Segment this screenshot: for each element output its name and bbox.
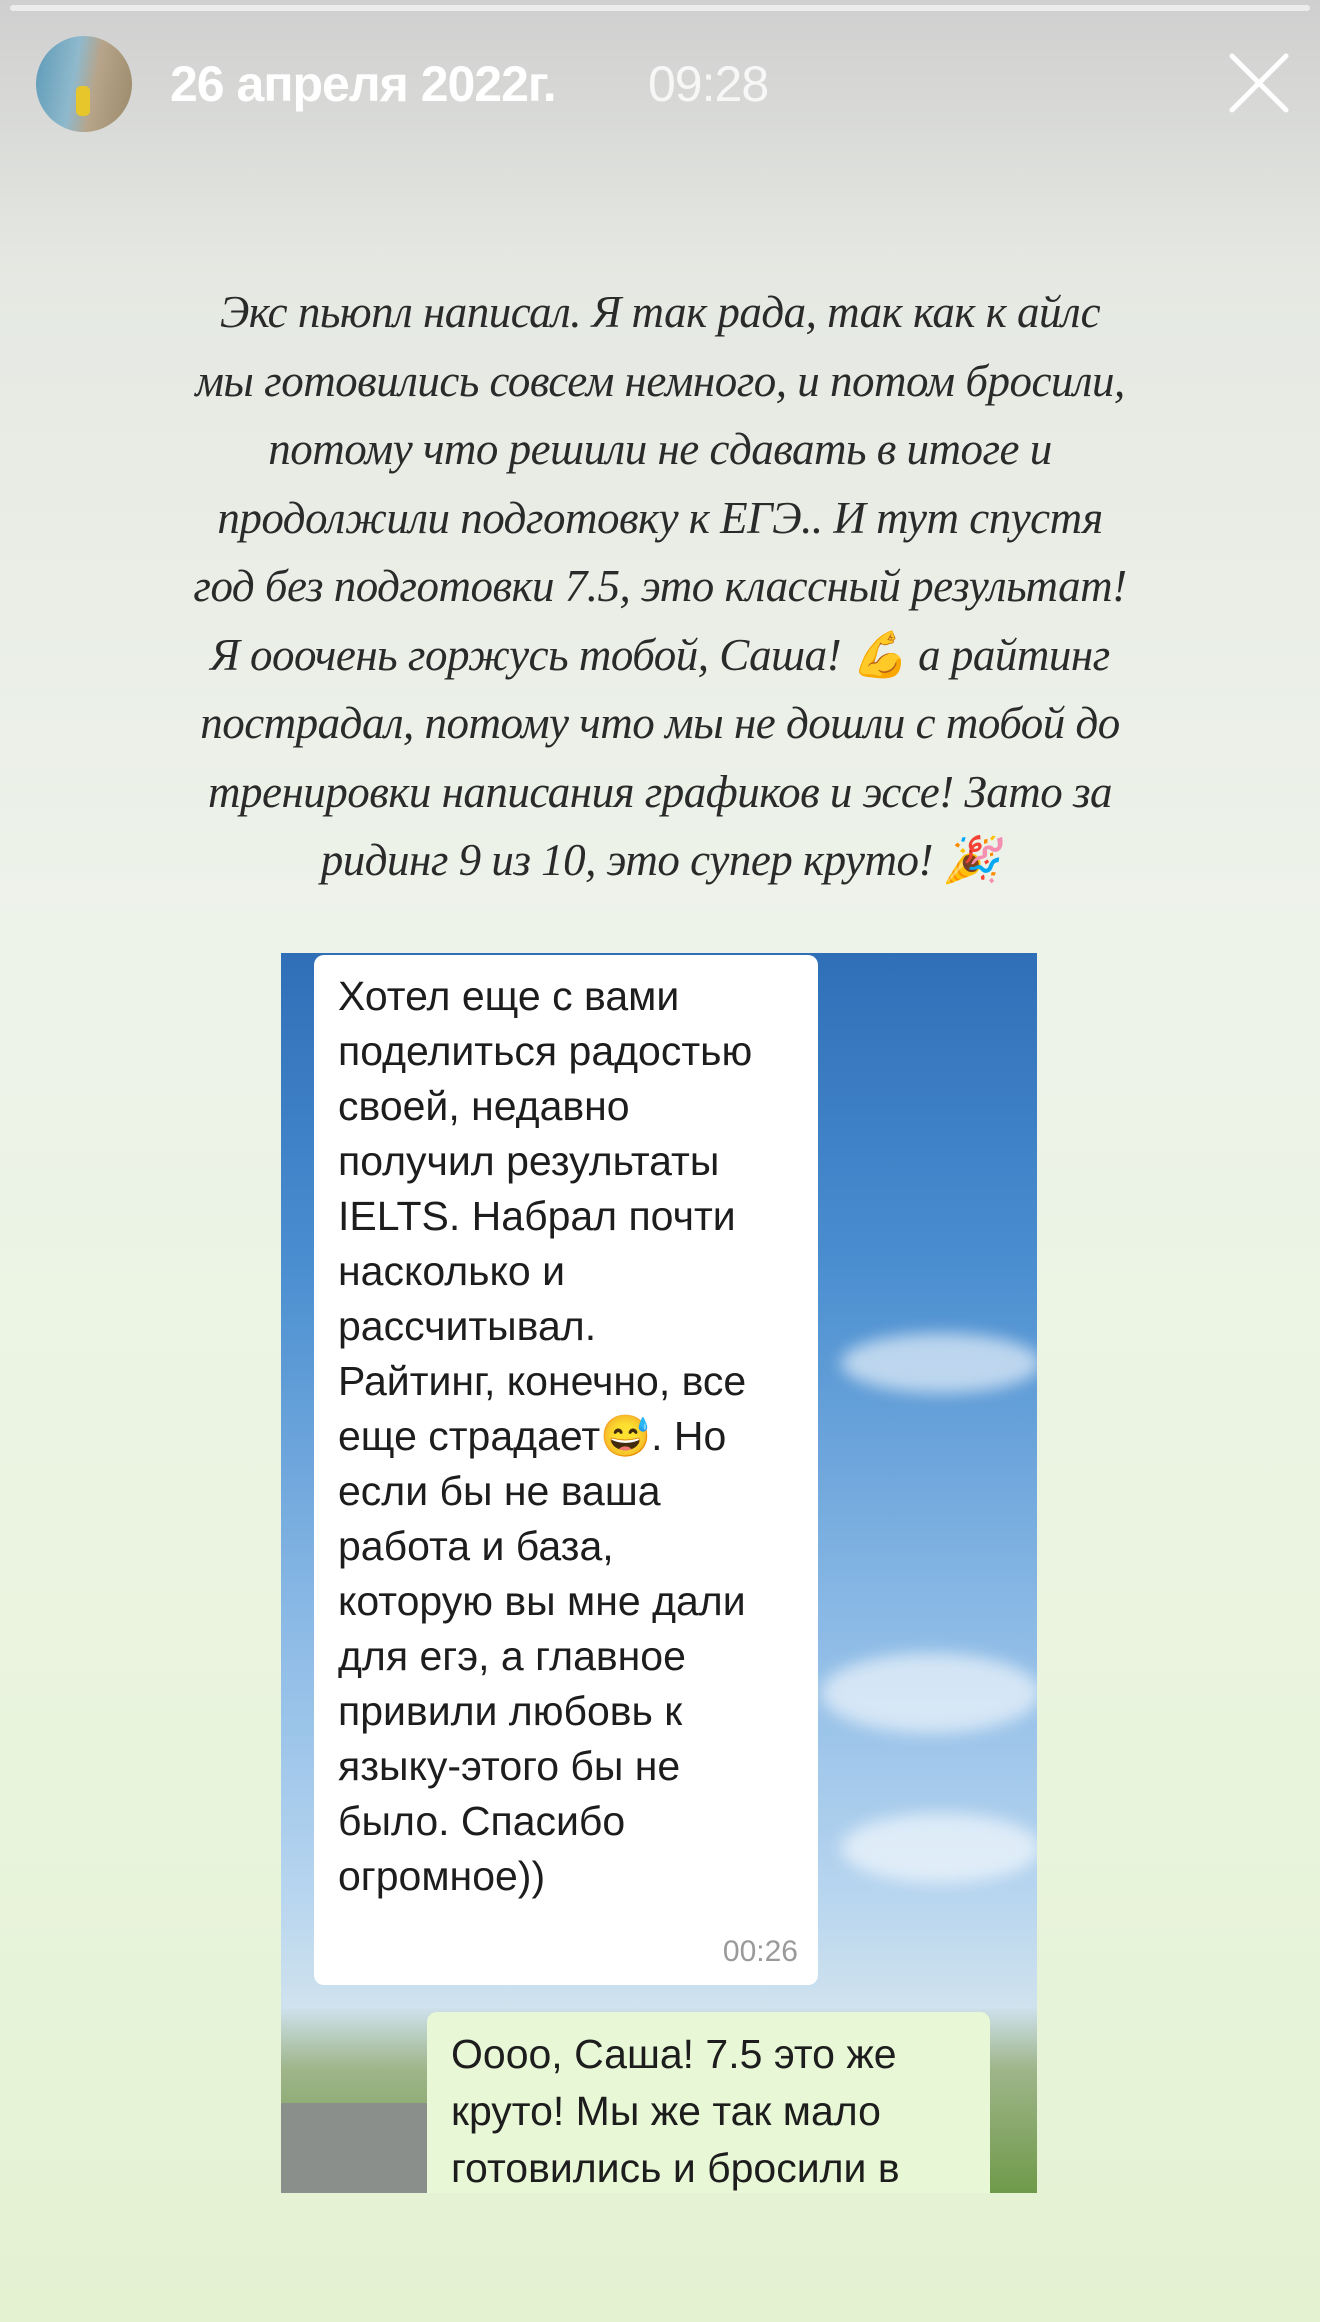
message-line: привили любовь к — [338, 1688, 683, 1734]
message-line: поделиться радостью — [338, 1028, 753, 1074]
caption-line: Я ооочень горжусь тобой, Саша! 💪 а райтинг — [210, 629, 1110, 680]
caption-line: тренировки написания графиков и эссе! Зато за — [207, 766, 1113, 817]
background-road — [281, 2103, 431, 2193]
close-button[interactable] — [1226, 50, 1292, 116]
chat-screenshot — [281, 953, 1037, 2193]
story-time: 09:28 — [648, 56, 769, 112]
caption-line: пострадал, потому что мы не дошли с тобой до — [200, 698, 1120, 748]
message-line: получил результаты — [338, 1138, 720, 1184]
caption-line: мы готовились совсем немного, и потом бросили, — [195, 355, 1125, 406]
message-line: Оооо, Саша! 7.5 это же — [451, 2031, 897, 2077]
story-progress-bar — [10, 5, 1310, 11]
outgoing-message — [427, 2012, 990, 2193]
message-line: еще страдает😅. Но — [338, 1413, 727, 1459]
message-line: языку-этого бы не — [338, 1743, 681, 1789]
message-line: круто! Мы же так мало — [451, 2088, 881, 2134]
message-line: для егэ, а главное — [338, 1633, 686, 1679]
story-caption — [80, 278, 1240, 895]
message-line: IELTS. Набрал почти — [338, 1193, 736, 1239]
caption-line: потому что решили не сдавать в итоге и — [268, 424, 1052, 474]
caption-line: Экс пьюпл написал. Я так рада, так как к айлс — [219, 287, 1101, 337]
message-line: насколько и — [338, 1248, 566, 1294]
caption-line: ридинг 9 из 10, это супер круто! 🎉 — [320, 835, 1000, 885]
message-line: работа и база, — [338, 1523, 614, 1569]
story-date: 26 апреля 2022г. — [170, 56, 556, 112]
caption-line: год без подготовки 7.5, это классный результат! — [193, 561, 1127, 611]
avatar[interactable] — [36, 36, 132, 132]
message-line: огромное)) — [338, 1853, 546, 1899]
incoming-message — [314, 955, 818, 1985]
close-icon — [1226, 50, 1292, 116]
message-line: Хотел еще с вами — [338, 973, 680, 1019]
message-line: рассчитывал. — [338, 1303, 597, 1349]
message-line: Райтинг, конечно, все — [338, 1358, 747, 1404]
message-line: если бы не ваша — [338, 1468, 661, 1514]
message-line: готовились и бросили в — [451, 2145, 900, 2191]
message-line: своей, недавно — [338, 1083, 630, 1129]
caption-line: продолжили подготовку к ЕГЭ.. И тут спустя — [217, 492, 1103, 543]
message-line: было. Спасибо — [338, 1798, 626, 1844]
message-line: которую вы мне дали — [338, 1578, 746, 1624]
message-timestamp: 00:26 — [722, 1935, 798, 1968]
